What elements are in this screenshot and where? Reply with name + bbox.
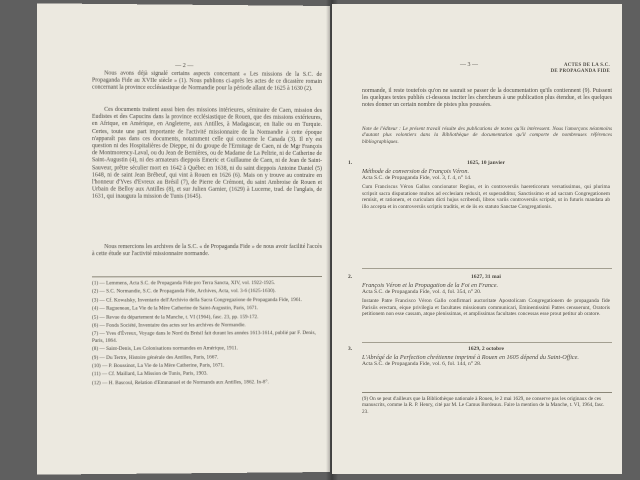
footnote: (2) — S.C. Normandie, S.C. de Propaganda Fide, Archives, Acta, vol. 3-6 (1625-1630). [91, 288, 276, 295]
footnote: (6) — Fonds Société, Inventaire des actes sur les archives de Normandie. [91, 322, 246, 329]
entry-body: Instante Patre Francisco Véron Gallo confirmari auctoritate Apostolicam Congregationem de propaganda fide Parisiis erectam, eique privilegia et facultates missionum communicari, Eminentissimi Patres censuerunt, Oratoris petitionem non esse cassam, atque plenissimas, et amplissimas facultates concessas esse prout petitur ab oratore. [362, 298, 610, 318]
entry-number: 3. [348, 346, 353, 352]
footnote: (1) — Lemmens, Acta S.C. de Propaganda Fide pro Terra Sancta, XIV, vol. 1922-1925. [91, 280, 276, 287]
left-folio: — 2 — [175, 62, 194, 70]
left-footnotes [92, 276, 322, 389]
entry-divider [362, 342, 612, 343]
footnote: (12) — H. Bascoul, Relation d'Emmanuel et de Normands aux Antilles, 1862. In-8°. [91, 379, 269, 387]
entry-source: Acta S.C. de Propaganda Fide, vol. 3, f. 4, n° 14. [362, 175, 472, 182]
right-paragraph-intro: normande, il reste toutefois qu'on ne saurait se passer de la documentation qu'ils contiennent (9). Puissent les quelques textes publiés ci-dessous inciter les chercheurs à une publication plus étendue, et les quelques notes donner un certain nombre de pistes plus poussées. [362, 88, 612, 109]
entry-date: 1625, 10 janvier [466, 160, 506, 166]
left-paragraph-documents: Ces documents traitent aussi bien des missions intérieures, séminaire de Caen, mission des Eudistes et des Capucins dans la province ecclésiastique de Rouen, que des missions extérieures, en Afrique, en Amérique, en Angleterre, aux Antilles, à Madagascar, en Italie ou en Turquie. Certes, toute une part importante de l'activité missionnaire de la Normandie à cette époque n'apparaît pas dans ces documents, notamment celle qui concerne le Canada (3). Il n'y est question ni des Hospitalières de Dieppe, ni du groupe de l'Ermitage de Caen, ni de Mgr François de Montmorency-Laval, ou du Jean de Bernières, ou de Madame de La Peltrie, ni de Catherine de Saint-Augustin (4), ni des armateurs dieppois Emeric et Guillaume de Caen, ni de Jean de Saint-Sauveur, prêtre séculier mort en 1642 à Québec en 1638, ni du saint dieppois Antoine Daniel (5) 1648, ni de saint Jean Brébeuf, qui vint à Rouen en 1626 (6). Mais on y trouve au contraire en l'honneur d'Yves d'Evreux au Brésil (7), de Pierre de Crémont, du saint Ambroise de Rouen et Urbain de Belloy aux Antilles (8), et sur Julien Garnier, (1629) à Lucerne, trad. de l'anglais, de 1631, qui inaugura la mission de Tunis (1645). [91, 106, 323, 201]
footnote: (10) — P. Boussinot, La Vie de la Mère Catherine, Paris, 1671. [91, 362, 225, 370]
footnote: (8) — Saint-Denis, Les Colonisations normandes en Amérique, 1911. [91, 345, 239, 353]
footnote: (5) — Revue du département de la Manche, t. VI (1964), fasc. 23, pp. 159-172. [91, 313, 259, 321]
right-folio: — 3 — [460, 62, 478, 68]
footnote: (9) — Du Tertre, Histoire générale des Antilles, Paris, 1667. [91, 354, 219, 361]
running-header-line2: DE PROPAGANDA FIDE [550, 69, 610, 74]
footnote: (4) — Ragueneau, La Vie de la Mère Catherine de Saint-Augustin, Paris, 1671. [91, 305, 259, 312]
entry-title: L'Abrégé de la Perfection chrétienne imprimé à Rouen en 1605 dépend du Saint-Office. [362, 354, 579, 361]
entry-divider [362, 268, 612, 269]
left-paragraph-intro: Nous avons déjà signalé certains aspects concernant « Les missions de la S.C. de Propaganda Fide au XVIIe siècle » (1). Nous publions ci-après les actes de ce dicastère romain concernant la province ecclésiastique de Normandie pour la période allant de 1625 à 1630 (2). [91, 70, 323, 93]
entry-number: 2. [348, 274, 353, 280]
document-entry-1 [348, 160, 610, 210]
right-page [332, 4, 622, 474]
entry-body: Cum Franciscus Véron Gallus concionator Regius, et in controversiis haereticorum versatissimus, qui plurima scripsit sacra disputatione multos ad ecclesiam reduxit, et superadditur, Sanctissimo et ad sacram Congregationem remisit, et rationem, et curiculam dicti hujus scribendi, libros variis controversiis scripsit, ut in futuris mandata ab illo accepta et in controversiis scriptis traditis, et de iis ex statuto Sanctae Congregationis. [362, 184, 610, 210]
entry-source: Acta S.C. de Propaganda Fide, vol. 6, fol. 144, n° 28. [362, 361, 482, 368]
editor-note: Note de l'éditeur : Le présent travail résulte des publications de textes qu'ils intéressent. Nous l'amorçons néanmoins d'autant plus volontiers dans la Bibliothèque de documentation qu'il comporte de nombreuses références bibliographiques. [362, 126, 612, 145]
document-entry-2 [348, 274, 610, 318]
document-entry-3 [348, 346, 610, 368]
entry-number: 1. [348, 160, 353, 166]
running-header [551, 63, 610, 75]
entry-source: Acta S.C. de Propaganda Fide, vol. 4, fol. 354, n° 20. [362, 289, 482, 296]
entry-title: Méthode de conversion de François Véron. [362, 168, 469, 175]
footnote: (3) — Cf. Kowalsky, Inventario dell'Archivio della Sacra Congregazione de Propaganda Fide, 1961. [91, 296, 303, 304]
entry-date: 1627, 31 mai [471, 274, 501, 280]
left-paragraph-thanks: Nous remercions les archives de la S.C. « de Propaganda Fide » de nous avoir facilité l'accès à cette étude sur l'activité missionnaire normande. [91, 244, 323, 258]
entry-title: François Véron et la Propagation de la Foi en France. [362, 282, 498, 289]
footnote: (9) On se peut d'ailleurs que la Bibliothèque nationale à Rouen, le 2 mai 1629, ne conserve pas les originaux de ces manuscrits, comme la R. P. Henry, cité par M. Le Camus Bordeaux. Faire la mention de la Manche, t. VI, 1964, fasc. 23. [362, 396, 605, 415]
footnote: (11) — Cf. Maillard, La Mission de Tunis, Paris, 1903. [91, 371, 208, 378]
left-page [37, 3, 330, 474]
right-footnote [362, 392, 612, 417]
entry-date: 1629, 2 octobre [467, 346, 505, 352]
running-header-line1: ACTES DE LA S.C. [564, 63, 610, 68]
footnote: (7) — Yves d'Évreux, Voyage dans le Nord du Brésil fait durant les années 1613-1614, publié par F. Denis, Paris, 1864. [91, 330, 316, 344]
